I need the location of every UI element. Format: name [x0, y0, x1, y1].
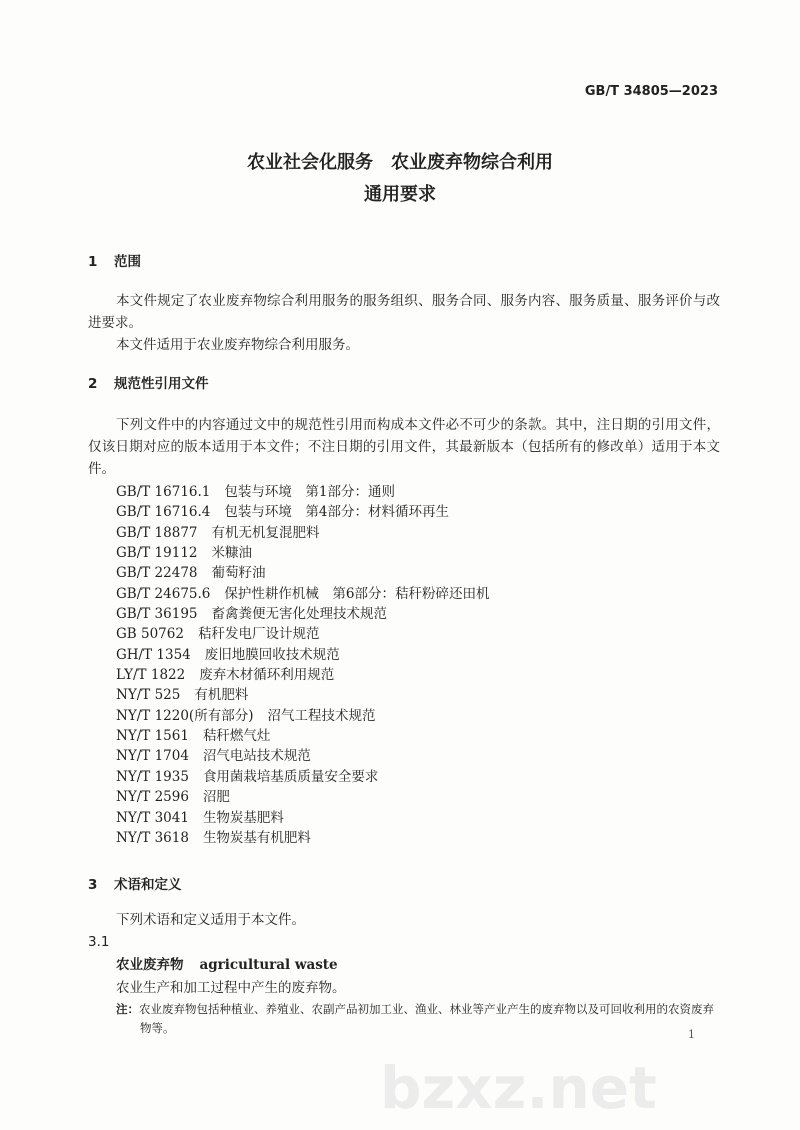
reference-item	[116, 726, 720, 746]
reference-code: NY/T 2596	[116, 789, 189, 806]
reference-title: 生物炭基肥料	[202, 809, 284, 826]
reference-code: NY/T 3041	[116, 809, 189, 826]
reference-item	[116, 624, 720, 644]
reference-title: 沼气工程技术规范	[267, 707, 376, 724]
reference-title: 食用菌栽培基质质量安全要求	[202, 768, 379, 785]
reference-item	[116, 808, 720, 828]
reference-code: GB/T 22478	[116, 565, 198, 582]
reference-title: 秸秆燃气灶	[202, 728, 271, 745]
section-number: 2	[88, 376, 98, 392]
reference-item	[116, 502, 720, 522]
reference-item	[116, 543, 720, 563]
standard-number: GB/T 34805—2023	[584, 84, 718, 99]
watermark: bzxz.net	[380, 1054, 657, 1122]
reference-code: GB/T 16716.4	[116, 504, 211, 521]
reference-item	[116, 787, 720, 807]
reference-code: NY/T 1561	[116, 728, 189, 745]
reference-item	[116, 767, 720, 787]
reference-code: GB/T 19112	[116, 545, 198, 562]
reference-code: NY/T 3618	[116, 829, 189, 846]
section-heading-normative	[88, 375, 720, 393]
term-en: agricultural waste	[199, 957, 338, 974]
reference-title: 保护性耕作机械 第6部分：秸秆粉碎还田机	[224, 585, 490, 602]
reference-item	[116, 482, 720, 502]
section-number: 3	[88, 877, 98, 894]
term-number: 3.1	[88, 934, 110, 951]
reference-item	[116, 604, 720, 624]
reference-code: GB/T 16716.1	[116, 484, 211, 500]
document-body	[88, 253, 720, 1038]
section-heading-scope	[88, 253, 720, 271]
reference-title: 米糠油	[211, 545, 252, 562]
term-definition: 农业生产和加工过程中产生的废弃物。	[116, 980, 346, 997]
note-text: 农业废弃物包括种植业、养殖业、农副产品初加工业、渔业、林业等产业产生的废弃物以及可回收利用的农资废弃物等。	[139, 1002, 714, 1036]
reference-code: NY/T 1220(所有部分)	[116, 707, 254, 724]
reference-code: NY/T 1935	[116, 768, 189, 785]
terms-intro: 下列术语和定义适用于本文件。	[116, 912, 305, 929]
reference-code: GH/T 1354	[116, 646, 191, 663]
reference-item	[116, 828, 720, 848]
scope-paragraph-2: 本文件适用于农业废弃物综合利用服务。	[116, 337, 359, 353]
reference-title: 沼肥	[202, 789, 230, 806]
reference-title: 包装与环境 第1部分：通则	[224, 484, 395, 500]
reference-item	[116, 706, 720, 726]
reference-title: 包装与环境 第4部分：材料循环再生	[224, 504, 449, 521]
section-title: 范围	[114, 254, 141, 270]
reference-title: 秸秆发电厂设计规范	[197, 626, 320, 643]
reference-item	[116, 584, 720, 604]
reference-item	[116, 563, 720, 583]
section-number: 1	[88, 254, 98, 270]
scope-paragraph-1: 本文件规定了农业废弃物综合利用服务的服务组织、服务合同、服务内容、服务质量、服务评价与改进要求。	[88, 293, 720, 331]
reference-code: LY/T 1822	[116, 667, 186, 684]
page-number: 1	[688, 1028, 695, 1041]
reference-item	[116, 523, 720, 543]
section-title: 术语和定义	[114, 877, 182, 894]
reference-item	[116, 645, 720, 665]
term-zh: 农业废弃物	[116, 957, 184, 974]
reference-code: NY/T 1704	[116, 748, 189, 765]
note-label: 注：	[116, 1002, 139, 1017]
section-title: 规范性引用文件	[114, 376, 209, 392]
reference-title: 沼气电站技术规范	[202, 748, 311, 765]
reference-code: GB/T 24675.6	[116, 585, 211, 602]
reference-title: 生物炭基有机肥料	[202, 829, 311, 846]
section-heading-terms	[88, 876, 720, 894]
normative-intro: 下列文件中的内容通过文中的规范性引用而构成本文件必不可少的条款。其中，注日期的引用文件，仅该日期对应的版本适用于本文件；不注日期的引用文件，其最新版本（包括所有的修改单）适用于本文件。	[88, 417, 720, 477]
reference-title: 有机肥料	[194, 687, 249, 704]
reference-list	[116, 482, 720, 848]
document-title-line1: 农业社会化服务 农业废弃物综合利用	[247, 152, 553, 173]
reference-title: 有机无机复混肥料	[211, 524, 320, 541]
reference-title: 废弃木材循环利用规范	[199, 667, 335, 684]
reference-code: GB/T 18877	[116, 524, 198, 541]
document-title-line2: 通用要求	[364, 184, 436, 205]
reference-item	[116, 685, 720, 705]
term-heading	[116, 955, 720, 976]
term-note	[116, 1000, 720, 1038]
reference-code: GB/T 36195	[116, 606, 198, 623]
reference-title: 葡萄籽油	[211, 565, 266, 582]
reference-code: NY/T 525	[116, 687, 181, 704]
reference-item	[116, 746, 720, 766]
reference-item	[116, 665, 720, 685]
reference-title: 畜禽粪便无害化处理技术规范	[211, 606, 387, 623]
reference-code: GB 50762	[116, 626, 184, 643]
reference-title: 废旧地膜回收技术规范	[204, 646, 340, 663]
